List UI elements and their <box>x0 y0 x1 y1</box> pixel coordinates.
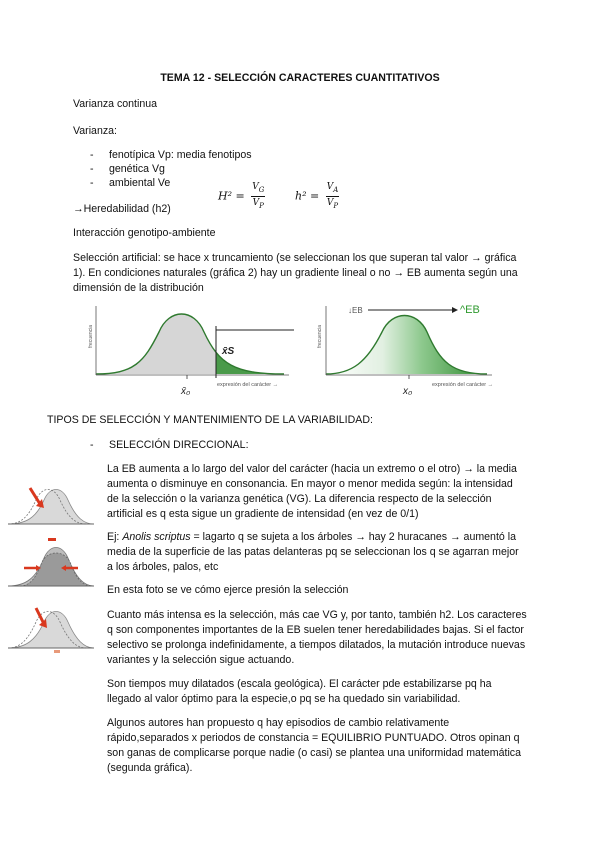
varianza-continua: Varianza continua <box>73 98 158 110</box>
tipos-heading: TIPOS DE SELECCIÓN Y MANTENIMIENTO DE LA VARIABILIDAD: <box>47 414 373 426</box>
seleccion-artificial-paragraph: Selección artificial: se hace x truncamiento (se seleccionan los que superan tal valor → gráfica 1). En condiciones naturales (gráfica 2) hay un gradiente lineal o no → EB aumenta según una dimensión de la distribución <box>73 252 518 294</box>
selection-figure-shift-left <box>6 600 96 656</box>
paragraph-tiempos: Son tiempos muy dilatados (escala geológica). El carácter pde estabilizarse pq ha llegado al valor óptimo para la especie,o pq se ha quedado sin variabilidad. <box>107 678 492 705</box>
truncation-selection-graph <box>84 302 300 400</box>
list-item: - fenotípica Vp: media fenotipos <box>90 149 252 161</box>
paragraph-intensidad: Cuanto más intensa es la selección, más cae VG y, por tanto, también h2. Los caracteres q son componentes importantes de la EB suelen tener heredabilidades bajas. Si el factor selectivo se prolonga indefinidamente, a tiempos dilatados, la mutación introduce nuevas variantes y la selección sigue actuando. <box>107 609 527 666</box>
paragraph-equilibrio-puntuado: Algunos autores han propuesto q hay episodios de cambio relativamente rápido,separados x periodos de constancia = EQUILIBRIO PUNTUADO. Otros opinan q son ganas de complicarse porque nadie (o casi) se plantea una uniformidad matemática (segunda gráfica). <box>107 717 521 774</box>
species-name: Anolis scriptus <box>122 531 191 543</box>
formula-narrow-heritability: h² = $\frac{V_A}{V_P}$ <box>295 182 339 210</box>
formula-broad-heritability: H² = $\frac{V_G}{V_P}$ <box>218 182 265 210</box>
selection-figure-shift-right <box>6 478 96 530</box>
graph2-ylabel: frecuencia <box>317 324 323 348</box>
paragraph-anolis: Ej: Anolis scriptus = lagarto q se sujeta a los árboles → hay 2 huracanes → aumentó la media de la superficie de las patas delanteras pq se seleccionan los q se agarran mejor a los árboles, palos, etc <box>107 531 519 573</box>
list-item: - genética Vg <box>90 163 165 175</box>
paragraph-foto: En esta foto se ve cómo ejerce presión la selección <box>107 584 349 596</box>
graph1-xaxis-label: expresión del carácter → <box>217 382 279 388</box>
graph2-x0-label: x₀ <box>403 386 413 397</box>
direccional-heading: - SELECCIÓN DIRECCIONAL: <box>90 439 249 451</box>
page-title: TEMA 12 - SELECCIÓN CARACTERES CUANTITATIVOS <box>160 72 440 84</box>
heredabilidad: →Heredabilidad (h2) <box>73 203 171 215</box>
graph1-ylabel: frecuencia <box>88 324 94 348</box>
gradient-selection-graph <box>312 302 502 400</box>
graph2-eb-low: ↓EB <box>348 306 363 315</box>
selection-figure-disruptive <box>6 538 96 592</box>
interaccion: Interacción genotipo-ambiente <box>73 227 216 239</box>
paragraph-eb: La EB aumenta a lo largo del valor del carácter (hacia un extremo o el otro) → la media aumenta o disminuye en consonancia. En mayor o menor medida según: la intensidad de la selección o la varianza genética (VG). La diferencia respecto de la selección artificial es q esta sigue un gradiente de intensidad (en vez de 0/1) <box>107 463 517 520</box>
list-item: - ambiental Ve <box>90 177 171 189</box>
graph1-x0-label: x̄₀ <box>181 386 191 397</box>
graph2-eb-high: ^EB <box>460 304 480 316</box>
varianza-heading: Varianza: <box>73 125 117 137</box>
graph2-xaxis-label: expresión del carácter → <box>432 382 494 388</box>
graph1-xs-label: x̄S <box>222 346 235 357</box>
